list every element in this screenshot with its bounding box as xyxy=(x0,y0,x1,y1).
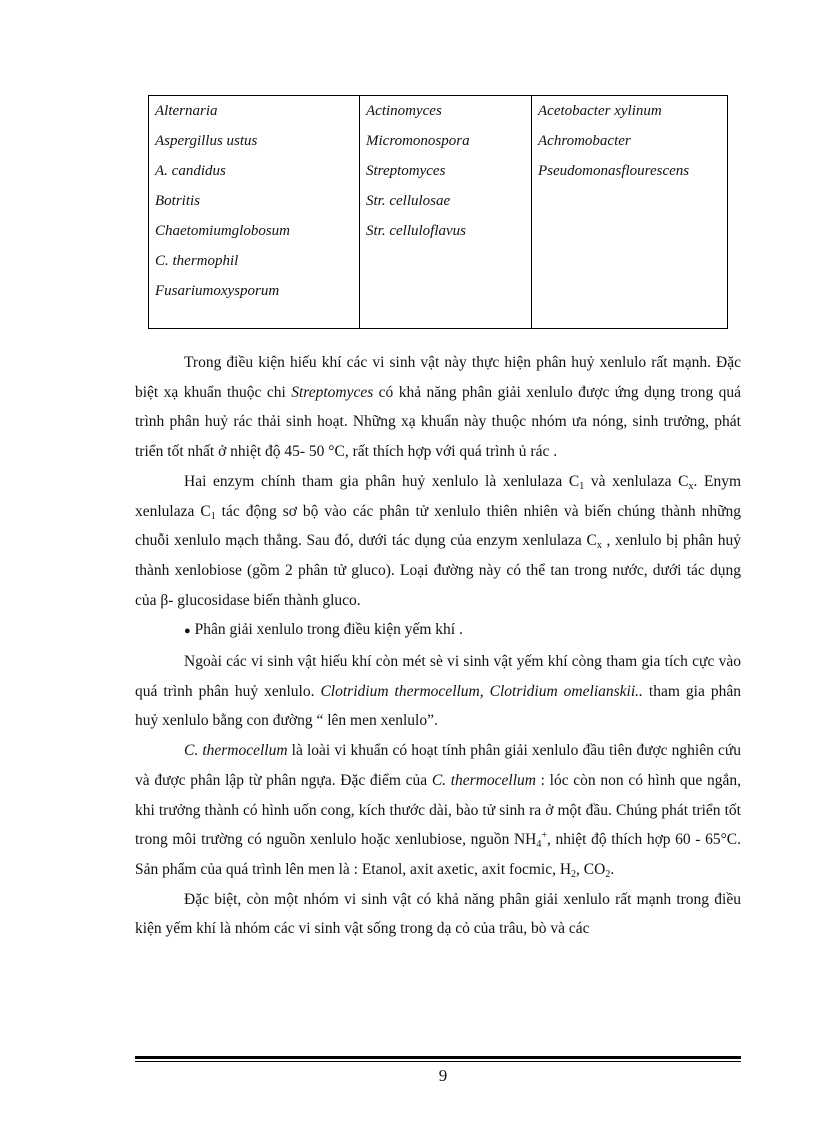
organism-name: Aspergillus ustus xyxy=(155,133,258,149)
text-run: . xyxy=(610,860,615,878)
organism-name: Actinomyces xyxy=(366,103,442,119)
subscript: x xyxy=(596,540,602,552)
paragraph-anaerobic xyxy=(135,647,741,736)
text-run: có khả năng phân giải xenlulo được ứng dụng trong quá trình phân huỷ rác thải sinh hoạt. Những xạ khuẩn này thuộc nhóm ưa nóng, sinh trưởng, phát triển tốt nhất ở nhiệt độ 45- 50 °C, rất thích hợp với quá trình ủ rác . xyxy=(135,383,742,461)
bullet-anaerobic-heading xyxy=(135,615,741,647)
organism-name: Pseudomonasflourescens xyxy=(538,163,690,179)
organism-name: Micromonospora xyxy=(366,133,470,149)
text-run: , nhiệt độ thích hợp 60 - 65°C. Sản phẩm của quá trình lên men là : Etanol, axit axetic, axit focmic, H xyxy=(135,831,741,878)
text-run: tác động sơ bộ vào các phân tử xenlulo thiên nhiên và biến chúng thành những chuỗi xenlulo mạch thẳng. Sau đó, dưới tác dụng của enzym xenlulaza C xyxy=(135,502,741,550)
organism-name: Botritis xyxy=(155,193,201,209)
footer-rule xyxy=(135,1061,741,1062)
organism-name: Acetobacter xylinum xyxy=(538,103,662,119)
text-run: : lóc còn non có hình que ngắn, khi trưởng thành có hình uốn cong, kích thước dài, bào tử sinh ra ở một đầu. Chúng phát triển tốt trong môi trường có nguồn xenlulo hoặc xenlubiose, nguồn NH xyxy=(135,771,741,849)
organism-name: Str. celluloflavus xyxy=(366,223,466,239)
text-run: và xenlulaza C xyxy=(584,472,689,490)
subscript: 2 xyxy=(605,868,611,880)
subscript: 4 xyxy=(536,839,542,851)
body-text xyxy=(135,348,741,944)
subscript: 1 xyxy=(579,480,585,492)
subscript: 2 xyxy=(571,868,577,880)
species-name: C. thermocellum xyxy=(184,742,288,760)
text-run: Phân giải xenlulo trong điều kiện yếm khí . xyxy=(194,621,463,639)
paragraph-rumen: Đặc biệt, còn một nhóm vi sinh vật có khả năng phân giải xenlulo rất mạnh trong điều kiện yếm khí là nhóm các vi sinh vật sống trong dạ cỏ của trâu, bò và các xyxy=(135,890,741,938)
table-row xyxy=(149,96,728,329)
organism-name: Fusariumoxysporum xyxy=(155,283,280,299)
bullet-icon: ● xyxy=(184,625,191,638)
text-run: , xenlulo bị phân huỷ thành xenlobiose (gồm 2 phân tử gluco). Loại đường này có thể tan trong nước, dưới tác dụng của β- glucosidase biến thành gluco. xyxy=(135,532,741,609)
text-run: tham gia phân huỷ xenlulo bằng con đường “ lên men xenlulo”. xyxy=(135,682,741,730)
fungi-column xyxy=(149,96,360,329)
subscript: 1 xyxy=(210,510,216,522)
paragraph-thermocellum xyxy=(135,736,741,885)
organism-name: Str. cellulosae xyxy=(366,193,451,209)
organism-name: Achromobacter xyxy=(538,133,631,149)
organism-name: A. candidus xyxy=(155,163,226,179)
genus-name: Streptomyces xyxy=(291,383,374,401)
text-run: Trong điều kiện hiếu khí các vi sinh vật này thực hiện phân huỷ xenlulo rất mạnh. Đặc biệt xạ khuẩn thuộc chi xyxy=(135,354,741,401)
paragraph-enzymes xyxy=(135,467,741,616)
text-run: Ngoài các vi sinh vật hiếu khí còn mét sè vi sinh vật yếm khí còng tham gia tích cực vào quá trình phân huỷ xenlulo. xyxy=(135,653,741,700)
page-number: 9 xyxy=(438,1066,448,1085)
subscript: x xyxy=(688,480,694,492)
bacteria-column xyxy=(532,96,728,329)
superscript: + xyxy=(541,830,547,842)
species-name: C. thermocellum xyxy=(431,771,536,789)
text-run: , CO xyxy=(576,860,606,878)
paragraph-aerobic xyxy=(135,348,741,467)
organism-name: Chaetomiumglobosum xyxy=(155,223,290,239)
actinomycetes-column xyxy=(360,96,532,329)
species-names: Clotridium thermocellum, Clotridium omelianskii.. xyxy=(320,682,643,700)
text-run: là loài vi khuẩn có hoạt tính phân giải xenlulo đầu tiên được nghiên cứu và được phân lập từ phân ngựa. Đặc điểm của xyxy=(135,742,741,789)
text-run: Hai enzym chính tham gia phân huỷ xenlulo là xenlulaza C xyxy=(184,472,580,490)
text-run: . Enym xenlulaza C xyxy=(135,472,742,520)
organism-name: Alternaria xyxy=(155,103,218,119)
microorganism-table xyxy=(148,95,728,329)
organism-name: C. thermophil xyxy=(155,253,239,269)
footer-rule xyxy=(135,1056,741,1059)
organism-name: Streptomyces xyxy=(366,163,446,179)
